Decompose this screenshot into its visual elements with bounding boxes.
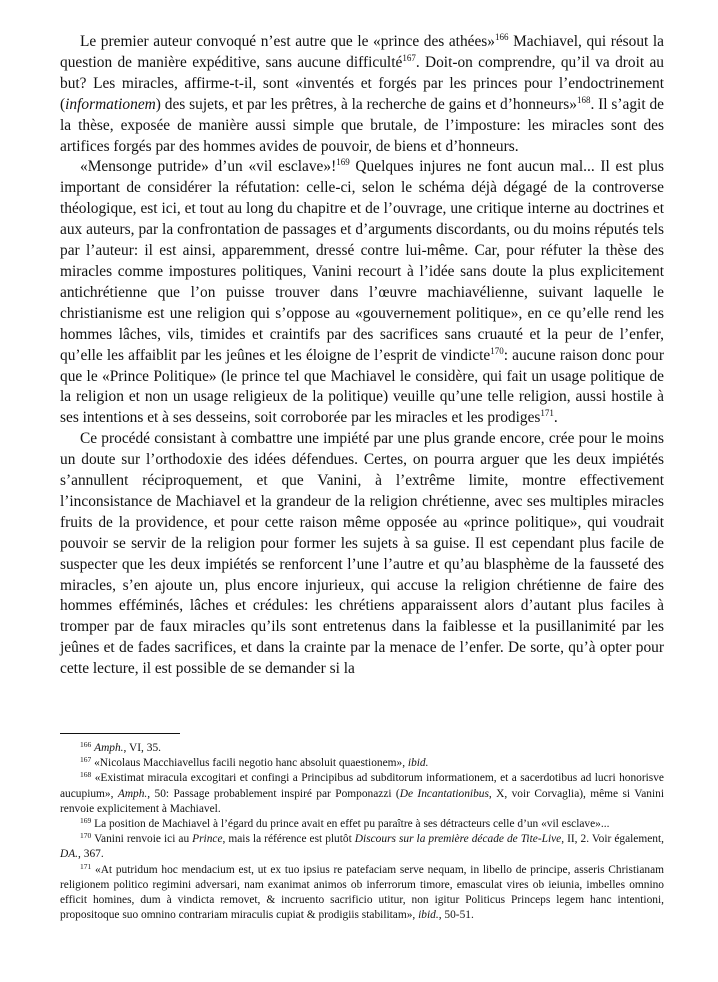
footnote-number: 171: [80, 861, 92, 871]
footnote-167: [60, 756, 664, 771]
text-span: ) des sujets, et par les prêtres, à la recherche de gains et d’honneurs»: [155, 95, 577, 113]
italic-term: Amph.: [117, 787, 148, 800]
text-span: «At putridum hoc mendacium est, ut ex tuo ipsius re patefaciam serve nequam, in libello de principe, asseris Christianam religionem politico regimini adversari, nam exanimat animos ob inferrorum timore, emasculat vires ob ieiunia, imbelles omnino efficit homines, dum à vindicta removet, & incruento sacrificio utitur, non igitur Politicus Princeps legem hanc intentioni, propositoque suo omnino contrariam miraculis cupiat & prodigiis stabilitam»,: [60, 863, 664, 922]
italic-term: DA.: [60, 848, 79, 861]
text-span: . Doit-on comprendre, qu’il va droit au but? Les miracles, affirme-t-il, sont «inventés et forgés par les princes pour l’endoctrinement (: [60, 53, 664, 113]
footnote-number: 167: [80, 755, 92, 765]
footnotes: [60, 741, 664, 923]
italic-term: ibid.: [418, 909, 439, 922]
text-span: , II, 2. Voir également,: [561, 833, 664, 846]
text-span: , VI, 35.: [123, 742, 161, 754]
text-span: «Mensonge putride» d’un «vil esclave»!: [80, 158, 337, 176]
paragraph-2: [60, 157, 664, 429]
text-span: .: [553, 409, 558, 427]
main-text: [60, 32, 664, 680]
footnote-ref-171[interactable]: 171: [540, 408, 554, 419]
footnote-170: [60, 832, 664, 862]
text-span: , 50-51.: [438, 909, 474, 922]
footnote-divider: [60, 733, 180, 734]
paragraph-3: Ce procédé consistant à combattre une impiété par une plus grande encore, crée pour le moins un doute sur l’orthodoxie des idées défendues. Certes, on pourra arguer que les deux impiétés s’annullent réciproquement, et que Vanini, à l’extrême limite, montre effectivement l’inconsistance de Machiavel et la grandeur de la religion chrétienne, avec ses multiples miracles fruits de la providence, et pour cette raison même opposée au «prince politique», qui voudrait pouvoir se servir de la religion pour former les sujets à sa guise. Il est cependant plus facile de suspecter que les deux impiétés se renforcent l’une l’autre et qu’au blasphème de la fausseté des miracles, s’en ajoute un, plus encore injurieux, qui accuse la religion chrétienne de faire des hommes efféminés, lâches et crédules: les chrétiens apparaissent alors d’autant plus faciles à tromper par de faux miracles qu’ils sont entretenus dans la faiblesse et la pusillanimité par les jeûnes et de fades sacrifices, et dans la crainte par la menace de l’enfer. De sorte, qu’à opter pour cette lecture, il est possible de se demander si la: [60, 430, 664, 678]
footnote-168: [60, 771, 664, 817]
text-span: Quelques injures ne font aucun mal... Il est plus important de considérer la réfutation: celle-ci, selon le schéma déjà dégagé de la controverse théologique, est ici, et tout au long du chapitre et de l’ouvrage, une critique interne au doctrines et aux auteurs, par la confrontation de passages et d’arguments discordants, ou du moins réputés tels par l’auteur: il est ainsi, apparemment, dressé contre lui-même. Car, pour réfuter la thèse des miracles comme impostures politiques, Vanini recourt à l’idée sans doute la plus explicitement antichrétienne que l’on puisse trouver dans l’œuvre machiavélienne, suivant laquelle le christianisme est une religion qui s’oppose au «gouvernement politique», en ce qu’elle rend les hommes lâches, vils, timides et craintifs par des sacrifices sans cruauté et la peur de l’enfer, qu’elle les affaiblit par les jeûnes et les éloigne de l’esprit de vindicte: [60, 158, 664, 364]
footnote-ref-166[interactable]: 166: [495, 32, 509, 42]
text-span: , 367.: [78, 848, 104, 861]
footnote-ref-168[interactable]: 168: [576, 94, 591, 105]
footnote-169: [60, 817, 664, 832]
italic-term: informationem: [65, 95, 156, 113]
italic-term: De Incantationibus: [399, 787, 489, 800]
text-span: «Nicolaus Macchiavellus facili negotio hanc absoluit quaestionem»,: [94, 757, 408, 770]
footnote-number: 166: [80, 740, 92, 749]
text-span: : aucune raison donc pour que le «Prince Politique» (le prince tel que Machiavel le considère, qui fait un usage politique de la religion et non un usage religieux de la politique) veuille qu’une telle religion, aussi hostile à ses intentions et à ses desseins, soit corroborée par les miracles et les prodiges: [60, 346, 664, 427]
footnote-171: [60, 863, 664, 924]
italic-term: ibid.: [407, 757, 429, 770]
footnote-ref-170[interactable]: 170: [490, 345, 504, 356]
footnote-number: 170: [80, 831, 92, 841]
italic-term: Prince: [192, 833, 223, 846]
text-span: La position de Machiavel à l’égard du prince avait en effet pu paraître à ses détracteurs celle d’un «vil esclave»...: [94, 818, 610, 831]
italic-term: Discours sur la première décade de Tite-Live: [354, 833, 562, 846]
paragraph-1: [60, 32, 664, 157]
text-span: Vanini renvoie ici au: [94, 833, 193, 846]
footnote-ref-169[interactable]: 169: [336, 157, 350, 168]
text-span: Le premier auteur convoqué n’est autre que le «prince des athées»: [80, 33, 495, 50]
italic-term: Amph.: [94, 742, 124, 754]
footnote-166: [60, 741, 664, 756]
text-span: . Il s’agit de la thèse, exposée de manière aussi simple que brutale, de l’imposture: les miracles sont des artifices forgés par des hommes avides de pouvoir, de biens et d’honneurs.: [60, 95, 664, 155]
text-span: , 50: Passage probablement inspiré par Pomponazzi (: [147, 787, 400, 800]
footnote-number: 169: [80, 816, 92, 826]
text-span: , mais la référence est plutôt: [222, 833, 355, 846]
text-span: , X, voir Corvaglia), même si Vanini renvoie explicitement à Machiavel.: [60, 787, 664, 815]
text-span: «Existimat miracula excogitari et confingi a Principibus ad subditorum informationem, et a sacerdotibus ad lucri honorisve aucupium»,: [60, 772, 664, 800]
footnote-ref-167[interactable]: 167: [402, 52, 416, 63]
text-span: Machiavel, qui résout la question de manière expéditive, sans aucune difficulté: [60, 33, 665, 71]
footnote-number: 168: [80, 770, 92, 780]
